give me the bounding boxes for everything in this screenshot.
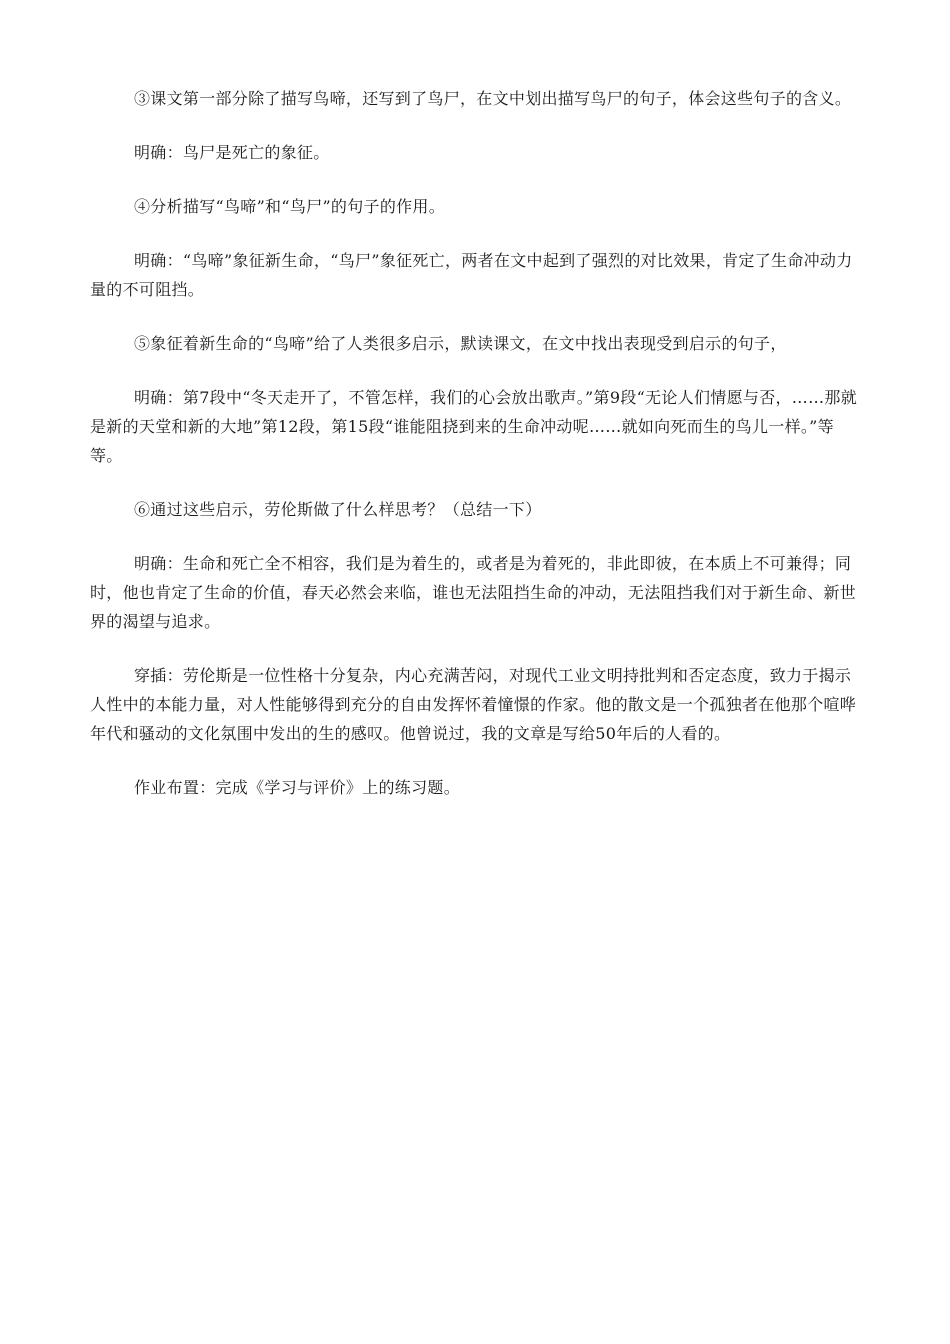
homework-assignment: 作业布置：完成《学习与评价》上的练习题。 xyxy=(134,778,461,797)
answer-6: 明确：生命和死亡全不相容，我们是为着生的，或者是为着死的，非此即彼，在本质上不可兼得；同时，他也肯定了生命的价值，春天必然会来临，谁也无法阻挡生命的冲动，无法阻挡我们对于新生命、新世界的渴望与追求。 xyxy=(90,554,857,631)
question-6: ⑥通过这些启示，劳伦斯做了什么样思考？（总结一下） xyxy=(134,500,542,519)
question-5: ⑤象征着新生命的“鸟啼”给了人类很多启示，默读课文，在文中找出表现受到启示的句子， xyxy=(134,334,787,353)
question-3: ③课文第一部分除了描写鸟啼，还写到了鸟尸，在文中划出描写鸟尸的句子，体会这些句子的含义。 xyxy=(134,89,852,108)
answer-4: 明确：“鸟啼”象征新生命，“鸟尸”象征死亡，两者在文中起到了强烈的对比效果，肯定了生命冲动力量的不可阻挡。 xyxy=(90,251,853,299)
document-page xyxy=(90,84,864,802)
answer-3: 明确：鸟尸是死亡的象征。 xyxy=(134,143,330,162)
answer-5: 明确：第7段中“冬天走开了，不管怎样，我们的心会放出歌声。”第9段“无论人们情愿与否，……那就是新的天堂和新的大地”第12段，第15段“谁能阻挠到来的生命冲动呢……就如向死而生的鸟儿一样。”等等。 xyxy=(90,388,857,465)
interlude-note: 穿插：劳伦斯是一位性格十分复杂，内心充满苦闷，对现代工业文明持批判和否定态度，致力于揭示人性中的本能力量，对人性能够得到充分的自由发挥怀着憧憬的作家。他的散文是一个孤独者在他那个喧哗年代和骚动的文化氛围中发出的生的感叹。他曾说过，我的文章是写给50年后的人看的。 xyxy=(90,666,857,743)
question-4: ④分析描写“鸟啼”和“鸟尸”的句子的作用。 xyxy=(134,197,446,216)
